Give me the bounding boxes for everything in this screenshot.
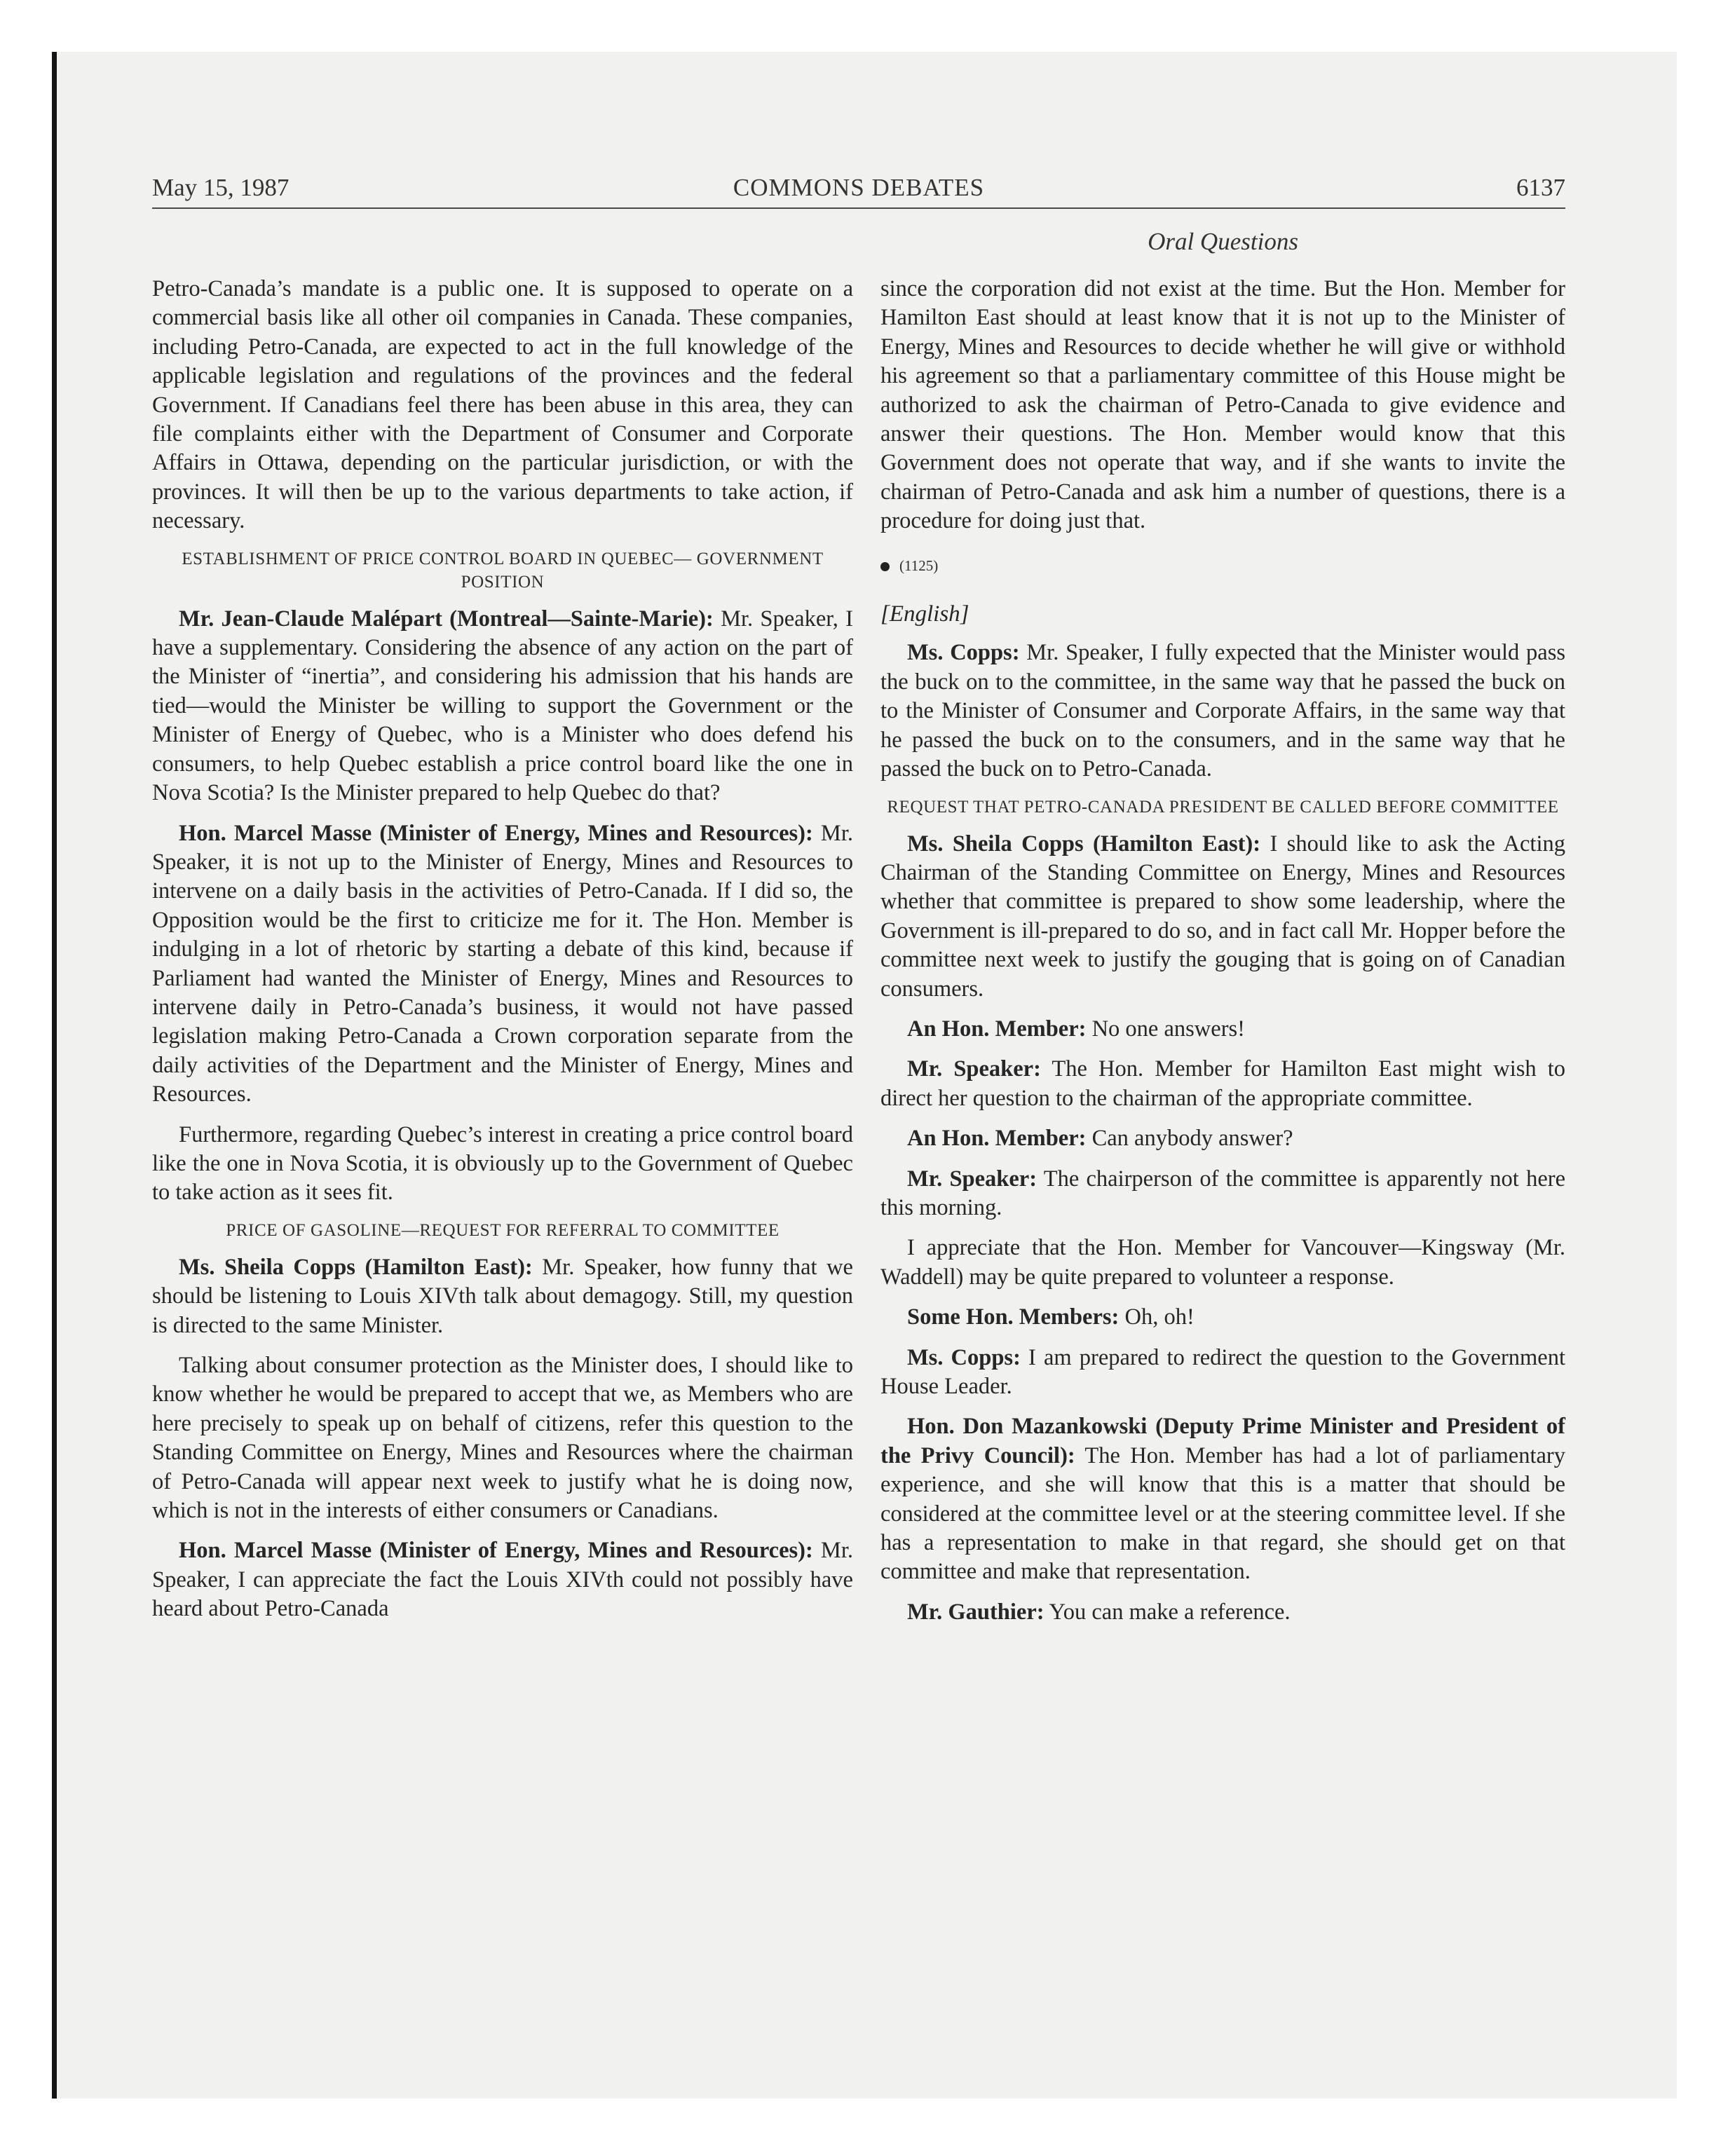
subject-heading: ESTABLISHMENT OF PRICE CONTROL BOARD IN QUEBEC— GOVERNMENT POSITION (182, 549, 824, 592)
speaker-name: Ms. Copps: (907, 640, 1020, 666)
speech-text: Can anybody answer? (1086, 1126, 1293, 1152)
speech-text: I should like to ask the Acting Chairman of the Standing Committee on Energy, Mines and Resources whether that committee is prepared to show some leadership, where the Government is ill-prepared to do so, and in fact call Mr. Hopper before the committee next week to justify the gouging that is going on of Canadian consumers. (880, 831, 1565, 1002)
paragraph (880, 830, 1565, 1004)
speaker-name: Hon. Marcel Masse (Minister of Energy, Mines and Resources): (179, 1538, 813, 1564)
speech-text: Mr. Speaker, how funny that we should be listening to Louis XIVth talk about demagogy. Still, my question is directed to the same Minister. (152, 1254, 853, 1338)
paragraph (152, 1536, 853, 1623)
subject-heading: PRICE OF GASOLINE—REQUEST FOR REFERRAL TO COMMITTEE (226, 1220, 780, 1240)
speaker-name: Ms. Sheila Copps (Hamilton East): (907, 831, 1261, 857)
binding-edge (52, 52, 57, 2099)
speech-text: The chairperson of the committee is apparently not here this morning. (880, 1166, 1565, 1220)
speaker-name: Mr. Speaker: (907, 1166, 1037, 1192)
paragraph (880, 639, 1565, 784)
header-rule (152, 207, 1565, 209)
speech-text: The Hon. Member has had a lot of parliamentary experience, and she will know that this is a matter that should be considered at the committee level or at the steering committee level. If she has a representation to make in that regard, she should get on that committee and make that representation. (880, 1442, 1565, 1585)
page-number: 6137 (1516, 174, 1565, 201)
speaker-name: Ms. Sheila Copps (Hamilton East): (179, 1254, 533, 1280)
speaker-name: Mr. Jean-Claude Malépart (Montreal—Sainte-Marie): (179, 606, 714, 632)
speech-text: Oh, oh! (1119, 1304, 1195, 1330)
speaker-name: Hon. Marcel Masse (Minister of Energy, Mines and Resources): (179, 820, 813, 846)
right-column (880, 275, 1565, 1638)
speech-text: You can make a reference. (1044, 1599, 1291, 1625)
paragraph (152, 819, 853, 1110)
page-date: May 15, 1987 (152, 174, 290, 201)
speaker-name: An Hon. Member: (907, 1126, 1087, 1152)
speaker-name: Mr. Gauthier: (907, 1599, 1045, 1625)
paragraph (880, 1015, 1565, 1044)
time-marker-text: (1125) (899, 557, 939, 574)
speech-text: The Hon. Member for Hamilton East might wish to direct her question to the chairman of the appropriate committee. (880, 1056, 1565, 1111)
speaker-name: An Hon. Member: (907, 1016, 1087, 1042)
left-column (152, 275, 853, 1635)
paragraph (152, 605, 853, 808)
running-header (152, 174, 1565, 209)
speech-text: Mr. Speaker, I can appreciate the fact the Louis XIVth could not possibly have heard about Petro-Canada (152, 1538, 853, 1622)
speech-text: Mr. Speaker, I fully expected that the Minister would pass the buck on to the committee, in the same way that he passed the buck on to the Minister of Consumer and Corporate Affairs, in the same way that he passed the buck on to the consumers, and in the same way that he passed the buck on to Petro-Canada. (880, 640, 1565, 782)
speech-text: Mr. Speaker, I have a supplementary. Considering the absence of any action on the part of the Minister of “inertia”, and considering his admission that his hands are tied—would the Minister be willing to support the Government or the Minister of Energy of Quebec, who is a Minister who does defend his consumers, to help Quebec establish a price control board like the one in Nova Scotia? Is the Minister prepared to help Quebec do that? (152, 606, 854, 806)
publication-title: COMMONS DEBATES (733, 174, 985, 201)
speaker-name: Mr. Speaker: (907, 1056, 1041, 1082)
paragraph (880, 1303, 1565, 1332)
time-marker (880, 552, 1565, 580)
paragraph (880, 1412, 1565, 1586)
paragraph: Furthermore, regarding Quebec’s interest in creating a price control board like the one in Nova Scotia, it is obviously up to the Government of Quebec to take action as it sees fit. (152, 1121, 853, 1206)
paragraph (152, 1253, 853, 1340)
speaker-name: Some Hon. Members: (907, 1304, 1120, 1330)
speaker-name: Hon. Don Mazankowski (Deputy Prime Minister and President of the Privy Council): (880, 1414, 1565, 1468)
paragraph: Petro-Canada’s mandate is a public one. It is supposed to operate on a commercial basis like all other oil companies in Canada. These companies, including Petro-Canada, are expected to act in the full knowledge of the applicable legislation and regulations of the provinces and the federal Government. If Canadians feel there has been abuse in this area, they can file complaints either with the Department of Consumer and Corporate Affairs in Ottawa, depending on the particular jurisdiction, or with the provinces. It will then be up to the various departments to take action, if necessary. (152, 276, 853, 534)
paragraph (880, 1165, 1565, 1223)
speech-text: I am prepared to redirect the question to the Government House Leader. (880, 1344, 1565, 1399)
paragraph (880, 1344, 1565, 1402)
speech-text: Mr. Speaker, it is not up to the Minister of Energy, Mines and Resources to intervene on a daily basis in the activities of Petro-Canada. If I did so, the Opposition would be the first to criticize me for it. The Hon. Member is indulging in a lot of rhetoric by starting a debate of this kind, because if Parliament had wanted the Minister of Energy, Mines and Resources to intervene daily in Petro-Canada’s business, it would not have passed legislation making Petro-Canada a Crown corporation separate from the daily activities of the Department and the Minister of Energy, Mines and Resources. (152, 820, 853, 1107)
language-marker: [English] (880, 601, 969, 627)
paragraph: Talking about consumer protection as the Minister does, I should like to know whether he would be prepared to accept that we, as Members who are here precisely to speak up on behalf of citizens, refer this question to the Standing Committee on Energy, Mines and Resources where the chairman of Petro-Canada will appear next week to justify what he is doing now, which is not in the interests of either consumers or Canadians. (152, 1353, 853, 1524)
subject-heading: REQUEST THAT PETRO-CANADA PRESIDENT BE CALLED BEFORE COMMITTEE (887, 797, 1559, 817)
paragraph: I appreciate that the Hon. Member for Vancouver—Kingsway (Mr. Waddell) may be quite prepared to volunteer a response. (880, 1235, 1565, 1290)
section-title: Oral Questions (1148, 228, 1298, 255)
speaker-name: Ms. Copps: (907, 1344, 1021, 1370)
paragraph: since the corporation did not exist at the time. But the Hon. Member for Hamilton East should at least know that it is not up to the Minister of Energy, Mines and Resources to decide whether he will give or withhold his agreement so that a parliamentary committee of this House might be authorized to ask the chairman of Petro-Canada to give evidence and answer their questions. The Hon. Member would know that this Government does not operate that way, and if she wants to invite the chairman of Petro-Canada and ask him a number of questions, there is a procedure for doing just that. (880, 276, 1565, 534)
bullet-icon (880, 562, 890, 571)
paragraph (880, 1124, 1565, 1153)
speech-text: No one answers! (1086, 1016, 1245, 1042)
paragraph (880, 1055, 1565, 1113)
paragraph (880, 1598, 1565, 1627)
